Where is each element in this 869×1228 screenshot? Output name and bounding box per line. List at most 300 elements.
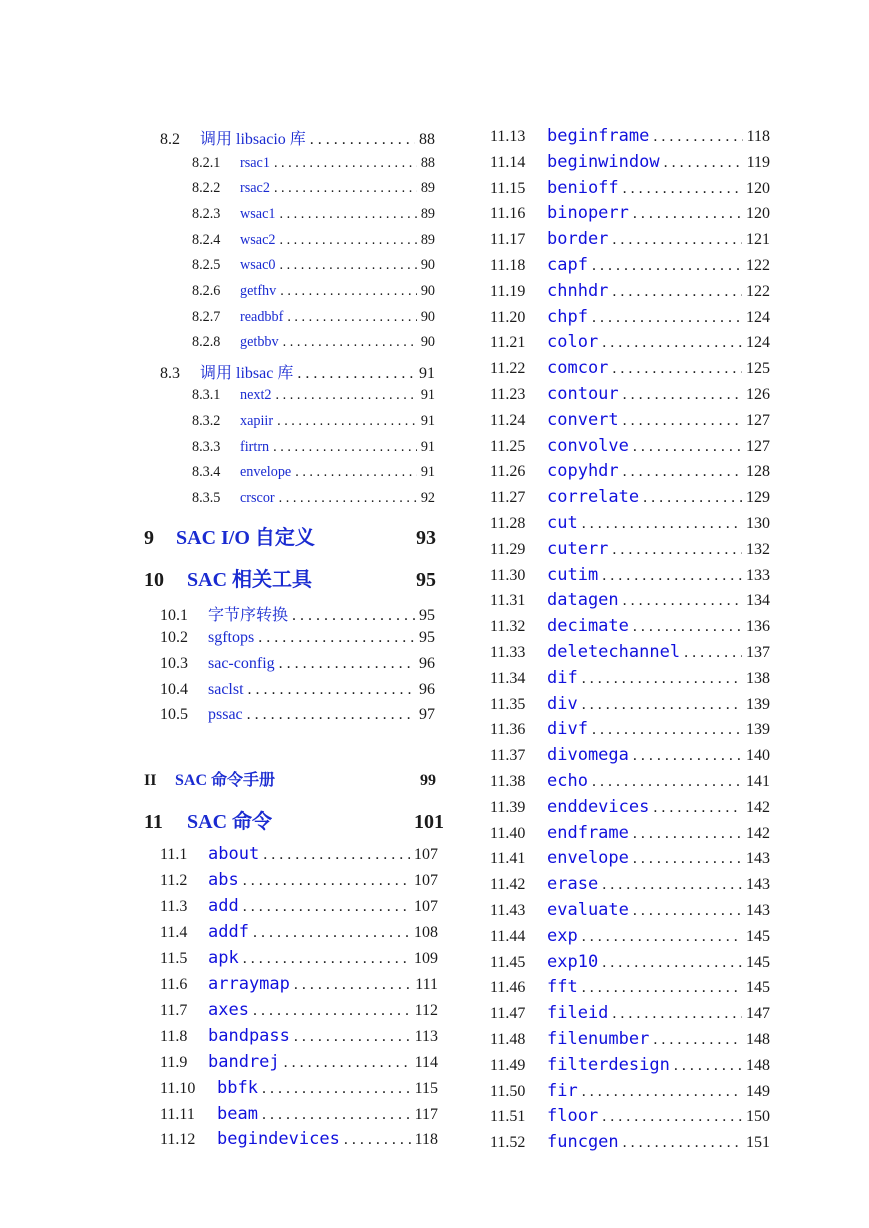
command-title[interactable]: convert [547, 409, 619, 430]
section-number: 11.21 [490, 334, 526, 352]
page-number: 145 [746, 927, 770, 945]
section-title[interactable]: 调用 libsacio 库 [200, 131, 306, 148]
toc-section[interactable] [160, 706, 435, 724]
leader-dots [592, 257, 742, 275]
page-number: 115 [414, 1079, 438, 1097]
command-title[interactable]: axes [208, 999, 249, 1020]
chapter-title[interactable]: SAC I/O 自定义 [176, 527, 315, 549]
section-number: 11.52 [490, 1134, 526, 1152]
toc-command-entry[interactable] [490, 668, 770, 688]
leader-dots [582, 696, 742, 714]
toc-command-entry[interactable] [160, 1000, 438, 1020]
command-title[interactable]: fileid [547, 1003, 609, 1024]
command-title[interactable]: exp [547, 925, 578, 946]
page-number: 134 [746, 592, 770, 610]
leader-dots [664, 154, 743, 172]
command-title[interactable]: floor [547, 1106, 599, 1127]
leader-dots [623, 180, 742, 198]
command-title[interactable]: div [547, 693, 578, 714]
command-title[interactable]: cuterr [547, 538, 609, 559]
page-number: 108 [414, 923, 438, 941]
leader-dots [633, 825, 742, 843]
leader-dots [592, 721, 742, 739]
toc-command-entry[interactable] [490, 461, 770, 481]
section-number: 11.25 [490, 437, 526, 455]
toc-subsection[interactable] [192, 334, 435, 351]
toc-command-entry[interactable] [490, 436, 770, 456]
section-number: 11.39 [490, 798, 526, 816]
toc-command-entry[interactable] [160, 870, 438, 890]
toc-command-entry[interactable] [490, 539, 770, 559]
leader-dots [279, 232, 416, 249]
page-number: 96 [419, 655, 435, 672]
leader-dots [612, 360, 742, 378]
toc-command-entry[interactable] [490, 1132, 770, 1152]
toc-subsection[interactable] [192, 155, 435, 172]
section-number: 11.43 [490, 902, 526, 919]
command-title[interactable]: erase [547, 874, 599, 895]
command-title[interactable]: color [547, 332, 599, 353]
section-number: 11.4 [160, 923, 188, 941]
page-number: 120 [746, 179, 770, 197]
page-number: 107 [414, 846, 438, 863]
subsection-title[interactable]: envelope [240, 464, 292, 480]
page-number: 111 [415, 975, 438, 993]
page-number: 126 [746, 386, 770, 403]
toc-command-entry[interactable] [490, 771, 770, 791]
page-number: 90 [420, 257, 435, 273]
command-title[interactable]: bandpass [208, 1025, 290, 1046]
subsection-title[interactable]: wsac1 [240, 206, 276, 222]
section-number: 11.17 [490, 231, 526, 249]
section-number: 11.33 [490, 644, 526, 661]
toc-command-entry[interactable] [490, 926, 770, 946]
section-number: 11.18 [490, 257, 526, 274]
section-number: 11.49 [490, 1056, 526, 1074]
toc-command-entry[interactable] [160, 1078, 438, 1098]
section-number: 10.5 [160, 706, 188, 723]
section-number: 11.30 [490, 566, 526, 584]
command-title[interactable]: correlate [547, 487, 640, 508]
page-number: 119 [746, 153, 770, 171]
section-title[interactable]: sgftops [208, 629, 255, 646]
section-title[interactable]: saclst [208, 681, 244, 698]
section-number: 11.41 [490, 850, 526, 868]
command-title[interactable]: cutim [547, 564, 599, 585]
page-number: 139 [746, 721, 770, 739]
page-number: 101 [414, 811, 444, 833]
toc-subsection[interactable] [192, 206, 435, 223]
toc-command-entry[interactable] [490, 332, 770, 352]
toc-part-2[interactable] [144, 767, 436, 790]
leader-dots [279, 206, 416, 223]
page-number: 141 [746, 773, 770, 790]
section-number: 11.9 [160, 1053, 188, 1071]
command-title[interactable]: funcgen [547, 1132, 619, 1153]
leader-dots [262, 1080, 411, 1098]
section-number: 11.32 [490, 618, 526, 636]
section-number: 11.12 [160, 1131, 196, 1149]
page-number: 96 [419, 681, 435, 698]
toc-chapter-11[interactable] [144, 805, 444, 834]
subsection-title[interactable]: getbbv [240, 334, 279, 350]
toc-section[interactable] [160, 629, 435, 647]
leader-dots [592, 309, 742, 327]
toc-command-entry[interactable] [490, 719, 770, 739]
leader-dots [310, 131, 415, 149]
command-title[interactable]: divomega [547, 745, 629, 766]
page-number: 143 [746, 902, 770, 919]
toc-command-entry[interactable] [490, 616, 770, 636]
toc-subsection[interactable] [192, 439, 435, 456]
leader-dots [253, 1002, 411, 1020]
command-title[interactable]: filenumber [547, 1029, 650, 1049]
section-number: 11.29 [490, 540, 526, 558]
page-number: 95 [416, 569, 436, 591]
page-number: 89 [420, 232, 435, 248]
toc-chapter-10[interactable] [144, 563, 436, 592]
section-number: 11.31 [490, 592, 526, 610]
section-number: 11.23 [490, 386, 526, 403]
section-number: 11.24 [490, 411, 526, 429]
leader-dots [292, 607, 415, 625]
toc-command-entry[interactable] [490, 642, 770, 662]
command-title[interactable]: comcor [547, 358, 609, 379]
toc-section[interactable] [160, 681, 435, 699]
leader-dots [279, 257, 416, 274]
part-title[interactable]: SAC 命令手册 [175, 772, 276, 789]
subsection-title[interactable]: crscor [240, 490, 275, 506]
toc-subsection[interactable] [192, 309, 435, 326]
toc-command-entry[interactable] [490, 203, 770, 223]
toc-command-entry[interactable] [490, 848, 770, 868]
toc-subsection[interactable] [192, 257, 435, 274]
subsection-number: 8.2.8 [192, 334, 221, 350]
command-title[interactable]: deletechannel [547, 642, 681, 662]
leader-dots [294, 1028, 411, 1046]
page-number: 143 [746, 876, 770, 894]
section-number: 11.13 [490, 128, 526, 145]
toc-command-entry[interactable] [490, 1029, 770, 1049]
toc-section-8-2[interactable] [160, 126, 435, 149]
toc-command-entry[interactable] [160, 1129, 438, 1149]
subsection-number: 8.2.3 [192, 206, 221, 222]
command-title[interactable]: benioff [547, 177, 619, 198]
section-number: 11.27 [490, 489, 526, 507]
page-number: 128 [746, 463, 770, 481]
toc-subsection[interactable] [192, 413, 435, 430]
toc-command-entry[interactable] [490, 745, 770, 765]
toc-command-entry[interactable] [160, 948, 438, 968]
toc-command-entry[interactable] [490, 255, 770, 275]
command-title[interactable]: bbfk [217, 1077, 258, 1098]
toc-command-entry[interactable] [490, 1003, 770, 1023]
command-title[interactable]: divf [547, 719, 588, 740]
section-number: 8.3 [160, 365, 180, 382]
leader-dots [623, 592, 742, 610]
chapter-title[interactable]: SAC 命令 [187, 811, 273, 833]
page-number: 124 [746, 308, 770, 326]
section-number: 11.38 [490, 773, 526, 790]
toc-command-entry[interactable] [490, 513, 770, 533]
toc-subsection[interactable] [192, 464, 435, 481]
section-title[interactable]: 调用 libsac 库 [200, 365, 294, 382]
toc-command-entry[interactable] [490, 952, 770, 972]
command-title[interactable]: addf [208, 921, 249, 942]
page-number: 147 [746, 1005, 770, 1023]
leader-dots [243, 898, 410, 916]
toc-subsection[interactable] [192, 232, 435, 249]
command-title[interactable]: begindevices [217, 1129, 340, 1150]
page-number: 125 [746, 360, 770, 378]
toc-command-entry[interactable] [160, 1052, 438, 1072]
command-title[interactable]: beam [217, 1103, 258, 1124]
command-title[interactable]: endframe [547, 822, 629, 843]
leader-dots [273, 439, 417, 456]
command-title[interactable]: decimate [547, 616, 629, 637]
leader-dots [274, 155, 417, 172]
leader-dots [243, 872, 410, 890]
command-title[interactable]: fft [547, 977, 578, 998]
toc-command-entry[interactable] [490, 1055, 770, 1075]
subsection-number: 8.3.5 [192, 490, 221, 506]
leader-dots [279, 490, 417, 507]
section-number: 11.50 [490, 1082, 526, 1100]
leader-dots [283, 334, 417, 351]
command-title[interactable]: beginwindow [547, 151, 660, 172]
command-title[interactable]: beginframe [547, 126, 650, 146]
toc-command-entry[interactable] [160, 1026, 438, 1046]
command-title[interactable]: abs [208, 869, 239, 890]
toc-subsection[interactable] [192, 283, 435, 300]
leader-dots [633, 902, 742, 920]
page-number: 132 [746, 540, 770, 558]
subsection-title[interactable]: xapiir [240, 413, 274, 429]
section-title[interactable]: 字节序转换 [208, 607, 289, 624]
section-number: 11.26 [490, 463, 526, 481]
toc-command-entry[interactable] [490, 178, 770, 198]
toc-subsection[interactable] [192, 180, 435, 197]
toc-command-entry[interactable] [490, 281, 770, 301]
section-number: 10.1 [160, 607, 188, 624]
toc-subsection[interactable] [192, 490, 435, 507]
subsection-number: 8.3.2 [192, 413, 221, 429]
page-number: 151 [746, 1134, 770, 1152]
leader-dots [274, 180, 417, 197]
toc-command-entry[interactable] [160, 1104, 438, 1124]
subsection-title[interactable]: getfhv [240, 283, 277, 299]
command-title[interactable]: binoperr [547, 203, 629, 224]
leader-dots [684, 644, 742, 662]
page-number: 121 [746, 231, 770, 249]
subsection-title[interactable]: readbbf [240, 309, 284, 325]
command-title[interactable]: fir [547, 1080, 578, 1101]
page-number: 99 [420, 772, 436, 789]
leader-dots [602, 1108, 742, 1126]
page-number: 145 [746, 953, 770, 971]
toc-command-entry[interactable] [490, 590, 770, 610]
leader-dots [643, 489, 742, 507]
subsection-number: 8.3.4 [192, 464, 221, 480]
section-number: 11.11 [160, 1105, 195, 1123]
subsection-number: 8.2.6 [192, 283, 221, 299]
section-number: 11.22 [490, 360, 526, 378]
command-title[interactable]: filterdesign [547, 1054, 670, 1075]
page-number: 90 [420, 283, 435, 299]
leader-dots [582, 670, 742, 688]
toc-command-entry[interactable] [490, 797, 770, 817]
leader-dots [612, 1005, 742, 1023]
page-number: 118 [746, 128, 770, 145]
command-title[interactable]: chnhdr [547, 280, 609, 301]
toc-command-entry[interactable] [160, 922, 438, 942]
section-number: 11.15 [490, 179, 526, 197]
command-title[interactable]: evaluate [547, 900, 629, 920]
leader-dots [287, 309, 416, 326]
leader-dots [623, 463, 742, 481]
leader-dots [582, 928, 742, 946]
section-number: 11.2 [160, 871, 188, 889]
toc-command-entry[interactable] [490, 487, 770, 507]
section-number: 11.7 [160, 1001, 188, 1019]
page-number: 89 [420, 180, 435, 196]
leader-dots [623, 386, 742, 404]
leader-dots [602, 567, 742, 585]
command-title[interactable]: dif [547, 667, 578, 688]
section-number: 11.40 [490, 824, 526, 842]
toc-section-8-3[interactable] [160, 360, 435, 383]
toc-section[interactable] [160, 655, 435, 673]
page-number: 114 [414, 1053, 438, 1071]
leader-dots [592, 773, 742, 791]
subsection-title[interactable]: firtrn [240, 439, 270, 455]
command-title[interactable]: contour [547, 384, 619, 404]
subsection-title[interactable]: rsac2 [240, 180, 270, 196]
subsection-title[interactable]: wsac0 [240, 257, 276, 273]
page-number: 145 [746, 979, 770, 997]
toc-command-entry[interactable] [490, 874, 770, 894]
leader-dots [295, 464, 417, 481]
toc-chapter-9[interactable] [144, 521, 436, 550]
page-number: 88 [419, 131, 435, 148]
toc-section[interactable] [160, 602, 435, 625]
leader-dots [263, 846, 410, 864]
page-number: 140 [746, 747, 770, 765]
page-number: 112 [414, 1001, 438, 1019]
command-title[interactable]: copyhdr [547, 461, 619, 482]
command-title[interactable]: cut [547, 513, 578, 533]
section-number: 11.42 [490, 876, 526, 894]
command-title[interactable]: datagen [547, 590, 619, 611]
toc-command-entry[interactable] [160, 844, 438, 864]
command-title[interactable]: arraymap [208, 973, 290, 994]
chapter-title[interactable]: SAC 相关工具 [187, 569, 313, 591]
section-number: 11.5 [160, 949, 188, 967]
command-title[interactable]: apk [208, 947, 239, 968]
leader-dots [612, 231, 742, 249]
page-number: 138 [746, 669, 770, 687]
chapter-number: 9 [144, 527, 154, 549]
page-number: 91 [420, 413, 435, 429]
command-title[interactable]: envelope [547, 848, 629, 869]
command-title[interactable]: enddevices [547, 796, 650, 817]
toc-command-entry[interactable] [490, 977, 770, 997]
page-number: 95 [419, 629, 435, 646]
page-number: 120 [746, 205, 770, 223]
leader-dots [623, 412, 742, 430]
page-number: 117 [414, 1105, 438, 1123]
subsection-number: 8.2.4 [192, 232, 221, 248]
section-number: 11.47 [490, 1005, 526, 1023]
toc-subsection[interactable] [192, 387, 435, 404]
page-number: 90 [420, 309, 435, 325]
page-number: 148 [746, 1056, 770, 1074]
command-title[interactable]: convolve [547, 435, 629, 456]
leader-dots [258, 629, 415, 647]
command-title[interactable]: exp10 [547, 951, 599, 972]
section-number: 11.35 [490, 695, 526, 713]
page-number: 95 [419, 607, 435, 624]
subsection-title[interactable]: next2 [240, 387, 272, 403]
subsection-title[interactable]: wsac2 [240, 232, 276, 248]
subsection-title[interactable]: rsac1 [240, 155, 270, 171]
toc-command-entry[interactable] [490, 565, 770, 585]
page-number: 107 [414, 897, 438, 915]
section-number: 8.2 [160, 131, 180, 148]
page-number: 118 [414, 1131, 438, 1149]
leader-dots [633, 205, 742, 223]
command-title[interactable]: about [208, 844, 260, 864]
toc-command-entry[interactable] [160, 896, 438, 916]
page-number: 91 [419, 365, 435, 382]
leader-dots [277, 413, 417, 430]
leader-dots [674, 1057, 742, 1075]
toc-command-entry[interactable] [490, 307, 770, 327]
command-title[interactable]: chpf [547, 306, 588, 327]
page-number: 127 [746, 437, 770, 455]
command-title[interactable]: border [547, 229, 609, 250]
leader-dots [344, 1131, 411, 1149]
toc-command-entry[interactable] [490, 358, 770, 378]
toc-command-entry[interactable] [490, 126, 770, 146]
section-title[interactable]: pssac [208, 706, 243, 723]
toc-command-entry[interactable] [490, 900, 770, 920]
command-title[interactable]: bandrej [208, 1051, 280, 1072]
toc-command-entry[interactable] [490, 694, 770, 714]
command-title[interactable]: echo [547, 771, 588, 791]
command-title[interactable]: capf [547, 255, 588, 275]
toc-command-entry[interactable] [490, 1106, 770, 1126]
toc-command-entry[interactable] [490, 410, 770, 430]
section-number: 11.1 [160, 846, 188, 863]
chapter-number: 11 [144, 811, 163, 833]
toc-command-entry[interactable] [490, 229, 770, 249]
toc-command-entry[interactable] [490, 823, 770, 843]
page-number: 148 [746, 1031, 770, 1048]
toc-command-entry[interactable] [490, 1081, 770, 1101]
page-number: 89 [420, 206, 435, 222]
section-number: 10.4 [160, 681, 188, 698]
section-title[interactable]: sac-config [208, 655, 275, 672]
leader-dots [602, 876, 742, 894]
toc-command-entry[interactable] [160, 974, 438, 994]
toc-command-entry[interactable] [490, 384, 770, 404]
section-number: 11.16 [490, 205, 526, 223]
toc-command-entry[interactable] [490, 152, 770, 172]
command-title[interactable]: add [208, 895, 239, 916]
section-number: 11.19 [490, 282, 526, 300]
section-number: 11.45 [490, 953, 526, 971]
